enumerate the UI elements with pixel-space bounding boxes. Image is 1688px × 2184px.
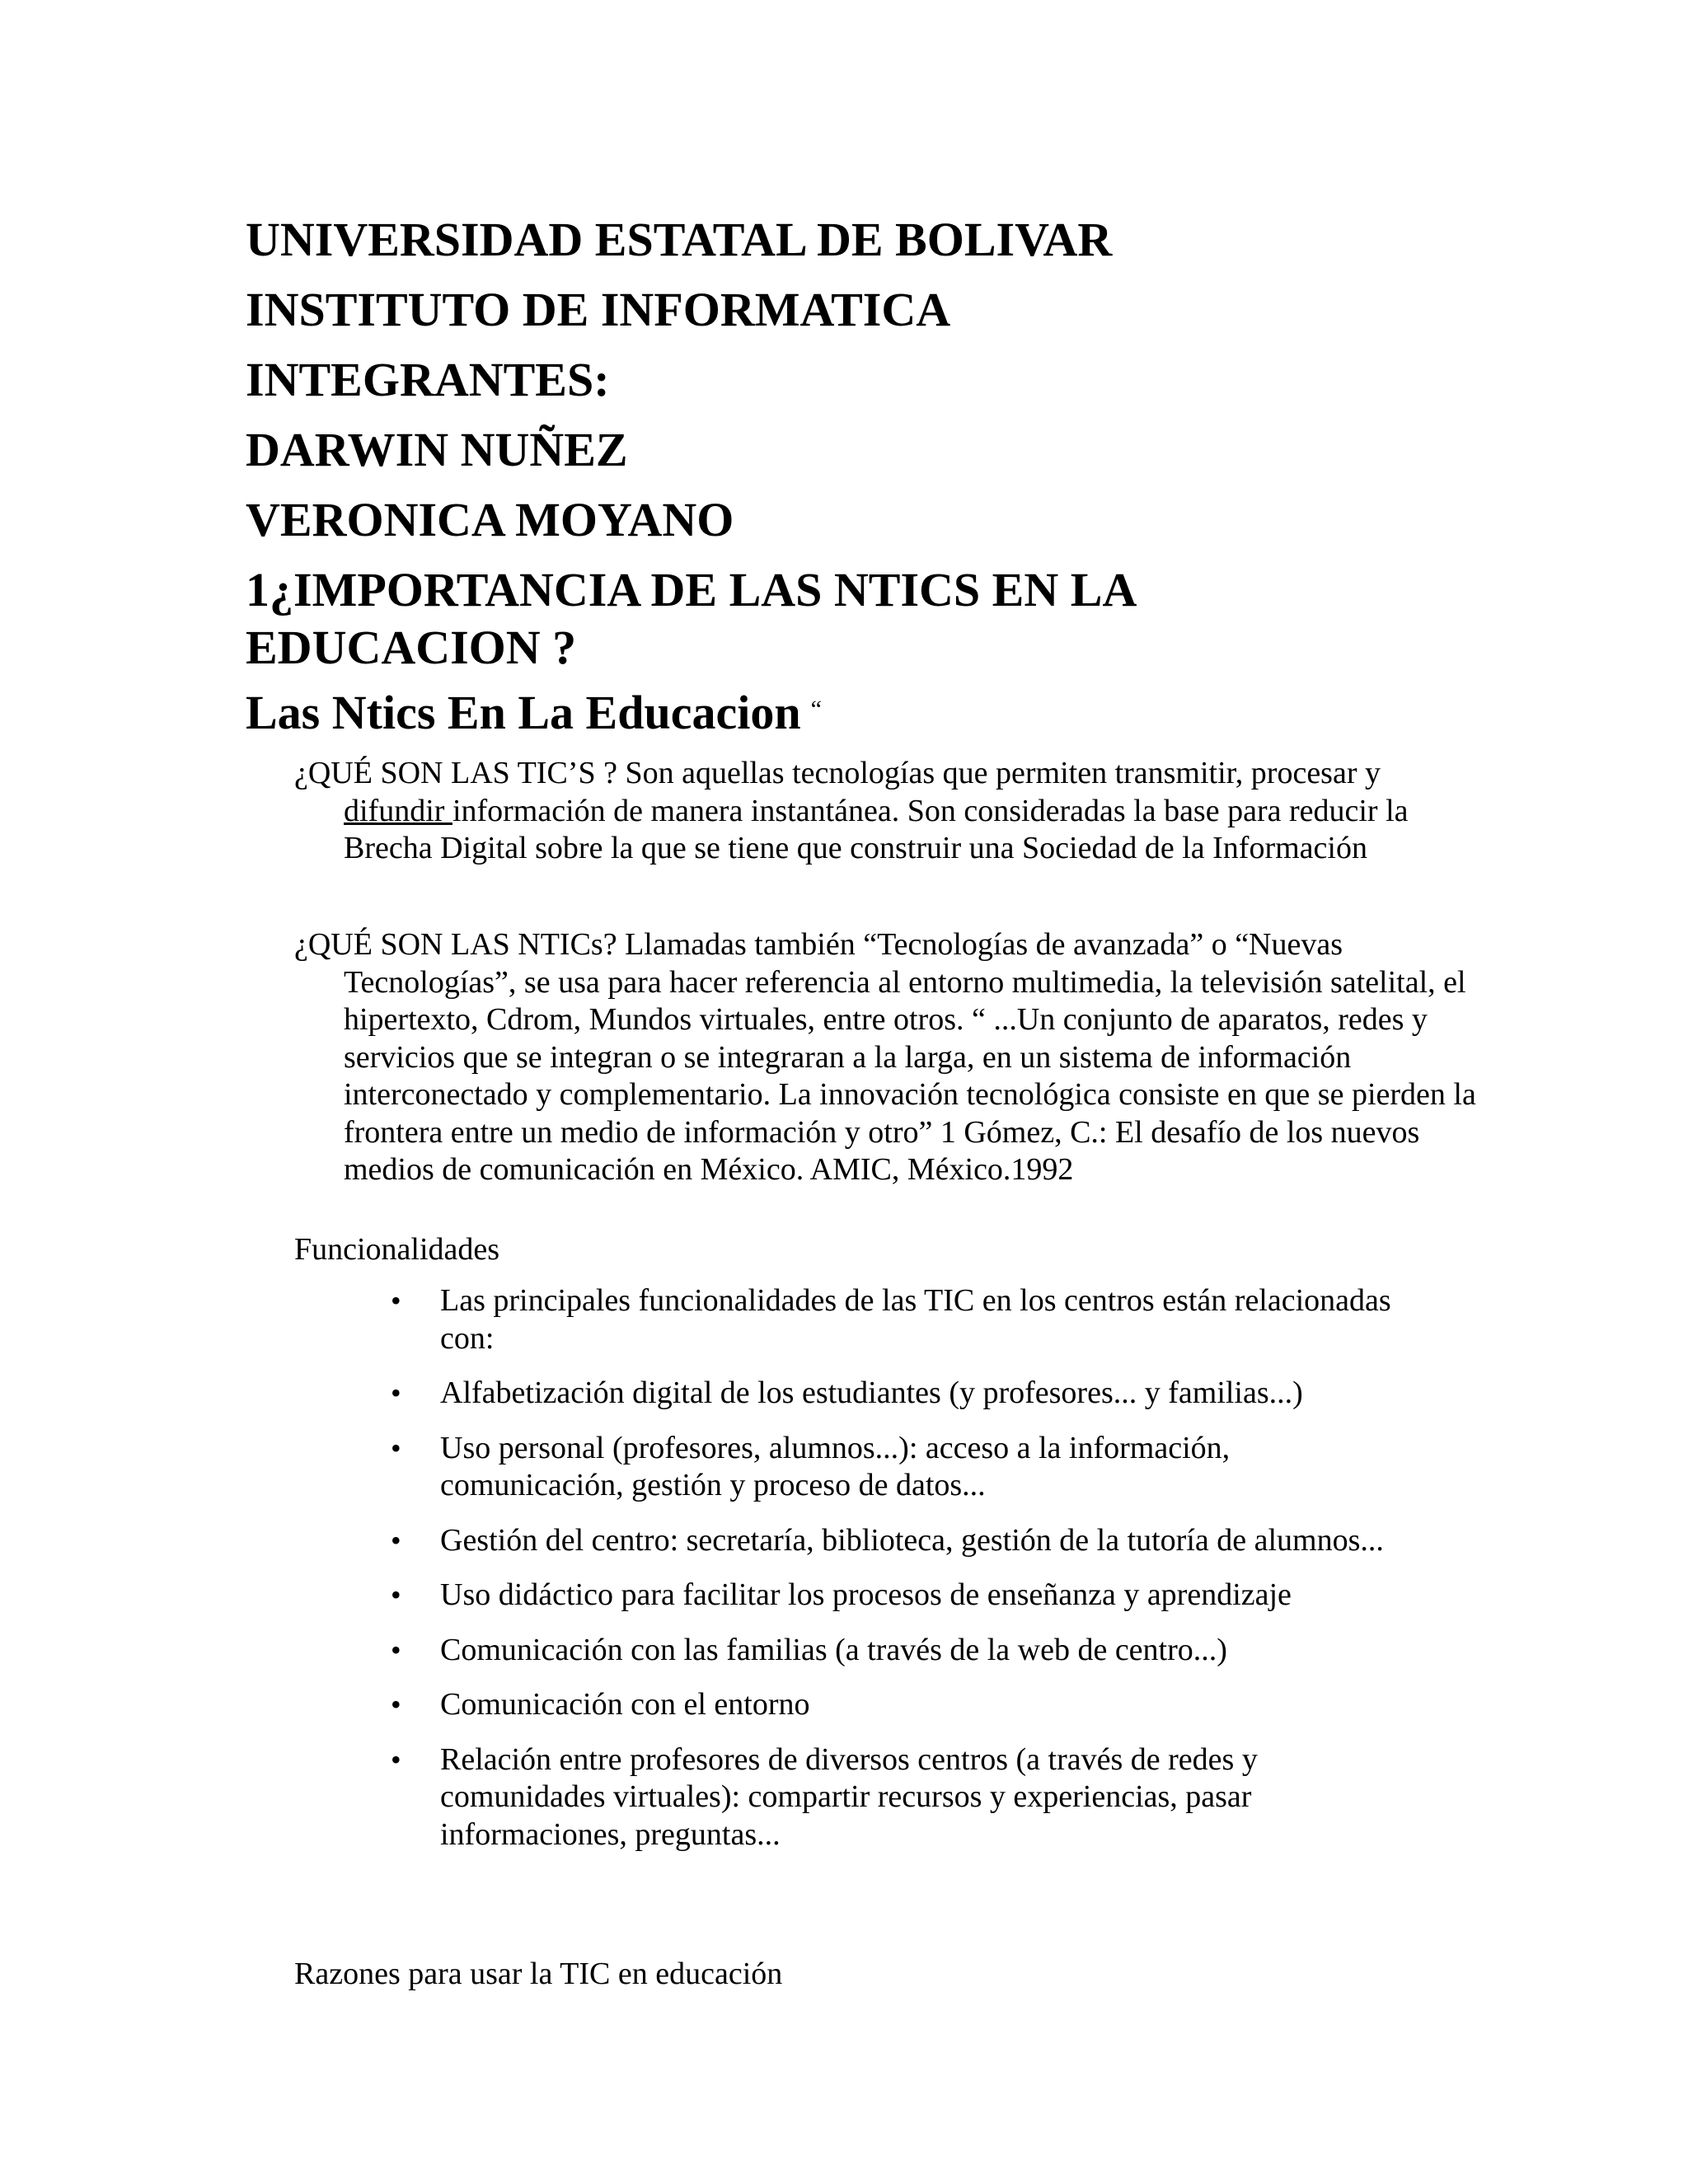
question-title-line-2: EDUCACION ? xyxy=(246,621,577,674)
list-item-text: Las principales funcionalidades de las TIC en los centros están relacionadas con: xyxy=(440,1283,1391,1356)
list-item-text: Comunicación con las familias (a través de la web de centro...) xyxy=(440,1632,1227,1667)
ntics-definition-paragraph: ¿QUÉ SON LAS NTICs? Llamadas también “Tecnologías de avanzada” o “Nuevas Tecnologías”, se usa para hacer referencia al entorno multimedia, la televisión satelital, el hipertexto, Cdrom, Mundos virtuales, entre otros. “ ...Un conjunto de aparatos, redes y servicios que se integran o se integraran a la larga, en un sistema de información interconectado y complementario. La innovación tecnológica consiste en que se pierden la frontera entre un medio de información y otro” 1 Gómez, C.: El desafío de los nuevos medios de comunicación en México. AMIC, México.1992 xyxy=(294,927,1476,1187)
tics-definition-paragraph xyxy=(294,755,1481,868)
bullet-icon: • xyxy=(391,1578,401,1611)
tics-definition-text-start: ¿QUÉ SON LAS TIC’S ? Son aquellas tecnologías que permiten transmitir, procesar y xyxy=(294,756,1381,790)
list-item xyxy=(387,1686,1418,1724)
razones-label: Razones para usar la TIC en educación xyxy=(294,1957,783,1991)
bullet-icon: • xyxy=(391,1376,401,1409)
funcionalidades-label: Funcionalidades xyxy=(294,1232,500,1267)
section-title-text: Las Ntics En La Educacion xyxy=(246,686,801,739)
list-item-text: Comunicación con el entorno xyxy=(440,1687,810,1722)
bullet-icon: • xyxy=(391,1523,401,1557)
list-item xyxy=(387,1282,1418,1357)
member-name-1: DARWIN NUÑEZ xyxy=(246,423,628,476)
member-name-2: VERONICA MOYANO xyxy=(246,493,734,546)
bullet-icon: • xyxy=(391,1284,401,1317)
list-item xyxy=(387,1430,1418,1505)
section-title xyxy=(246,681,822,742)
list-item xyxy=(387,1522,1418,1560)
list-item xyxy=(387,1632,1418,1670)
institute-name: INSTITUTO DE INFORMATICA xyxy=(246,283,951,336)
bullet-icon: • xyxy=(391,1742,401,1776)
list-item-text: Uso personal (profesores, alumnos...): acceso a la información, comunicación, gestión y proceso de datos... xyxy=(440,1430,1231,1502)
list-item-text: Alfabetización digital de los estudiantes (y profesores... y familias...) xyxy=(440,1376,1303,1410)
university-name: UNIVERSIDAD ESTATAL DE BOLIVAR xyxy=(246,213,1113,266)
funcionalidades-list xyxy=(387,1282,1418,1871)
list-item-text: Relación entre profesores de diversos centros (a través de redes y comunidades virtuales): compartir recursos y experiencias, pasar informaciones, preguntas... xyxy=(440,1741,1258,1852)
bullet-icon: • xyxy=(391,1431,401,1465)
tics-definition-text-end: información de manera instantánea. Son consideradas la base para reducir la Brecha Digital sobre la que se tiene que construir una Sociedad de la Información xyxy=(344,793,1409,865)
bullet-icon: • xyxy=(391,1633,401,1666)
list-item-text: Uso didáctico para facilitar los procesos de enseñanza y aprendizaje xyxy=(440,1577,1292,1612)
bullet-icon: • xyxy=(391,1688,401,1721)
question-title-line-1: 1¿IMPORTANCIA DE LAS NTICS EN LA xyxy=(246,563,1137,616)
section-quote-mark: “ xyxy=(810,696,822,723)
list-item xyxy=(387,1741,1418,1854)
difundir-link[interactable]: difundir xyxy=(344,793,452,828)
list-item xyxy=(387,1577,1418,1615)
list-item-text: Gestión del centro: secretaría, biblioteca, gestión de la tutoría de alumnos... xyxy=(440,1522,1384,1558)
members-label: INTEGRANTES: xyxy=(246,353,610,406)
list-item xyxy=(387,1375,1418,1413)
